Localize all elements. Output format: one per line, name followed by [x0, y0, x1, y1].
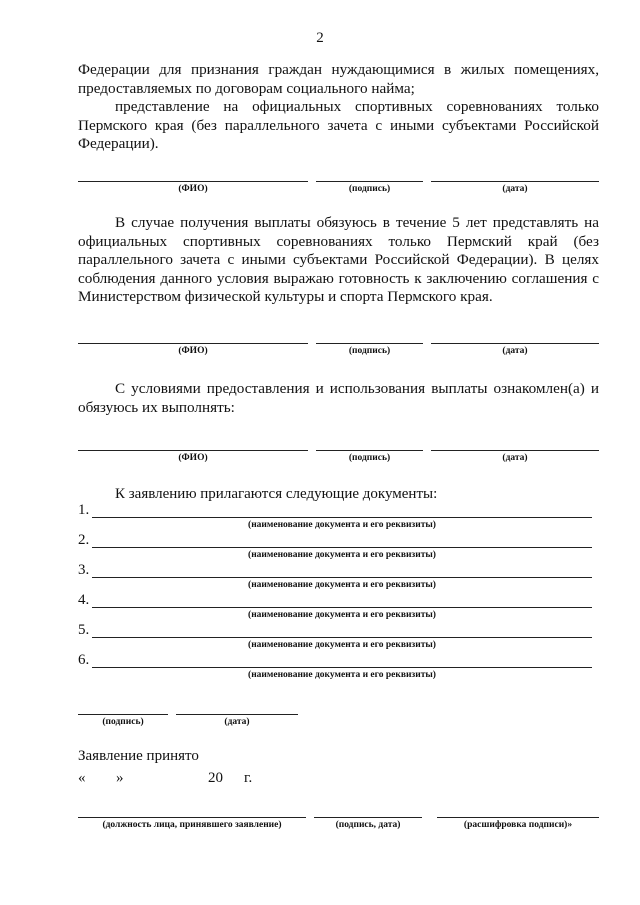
document-line[interactable] — [92, 637, 592, 638]
year-suffix: г. — [244, 770, 253, 786]
document-caption: (наименование документа и его реквизиты) — [248, 640, 436, 650]
date-line[interactable] — [431, 450, 599, 451]
page-number: 2 — [316, 30, 324, 46]
document-number: 5. — [78, 622, 90, 638]
document-caption: (наименование документа и его реквизиты) — [248, 580, 436, 590]
date-caption: (дата) — [502, 346, 528, 356]
signature-date-line[interactable] — [314, 817, 422, 818]
document-line[interactable] — [92, 607, 592, 608]
fio-caption: (ФИО) — [178, 453, 208, 463]
document-number: 2. — [78, 532, 90, 548]
year-prefix: 20 — [208, 770, 223, 786]
signature-line[interactable] — [316, 343, 423, 344]
document-number: 1. — [78, 502, 90, 518]
paragraph-conditions — [78, 380, 599, 417]
document-caption: (наименование документа и его реквизиты) — [248, 670, 436, 680]
date-line[interactable] — [176, 714, 298, 715]
quote-open: « — [78, 770, 86, 786]
signature-caption: (подпись) — [348, 453, 391, 463]
signature-caption: (подпись) — [348, 346, 391, 356]
signature-line[interactable] — [316, 181, 423, 182]
date-caption: (дата) — [224, 717, 250, 727]
fio-line[interactable] — [78, 343, 308, 344]
signature-caption: (подпись) — [102, 717, 144, 727]
attachments-heading: К заявлению прилагаются следующие документы: — [115, 486, 438, 502]
document-number: 6. — [78, 652, 90, 668]
signature-line[interactable] — [78, 714, 168, 715]
paragraph-obligation-text: В случае получения выплаты обязуюсь в течение 5 лет представлять на официальных спортивных соревнованиях только Пермский край (без параллельного зачета с иными субъектами Российской Федерации). В целях соблюдения данного условия выражаю готовность к заключению соглашения с Министерством физической культуры и спорта Пермского края. — [78, 214, 599, 305]
paragraph-representation-text: представление на официальных спортивных соревнованиях только Пермского края (без параллельного зачета с иными субъектами Российской Федерации). — [78, 98, 599, 152]
document-number: 4. — [78, 592, 90, 608]
paragraph-housing — [78, 61, 599, 98]
paragraph-representation — [78, 98, 599, 154]
document-line[interactable] — [92, 577, 592, 578]
fio-line[interactable] — [78, 181, 308, 182]
fio-caption: (ФИО) — [178, 184, 208, 194]
fio-caption: (ФИО) — [178, 346, 208, 356]
fio-line[interactable] — [78, 450, 308, 451]
signature-caption: (подпись) — [348, 184, 391, 194]
paragraph-obligation — [78, 214, 599, 307]
date-caption: (дата) — [502, 184, 528, 194]
document-caption: (наименование документа и его реквизиты) — [248, 520, 436, 530]
decoding-caption: (расшифровка подписи)» — [463, 820, 573, 830]
paragraph-housing-text: Федерации для признания граждан нуждающимися в жилых помещениях, предоставляемых по договорам социального найма; — [78, 61, 599, 97]
document-caption: (наименование документа и его реквизиты) — [248, 610, 436, 620]
date-line[interactable] — [431, 181, 599, 182]
document-line[interactable] — [92, 547, 592, 548]
signature-date-caption: (подпись, дата) — [335, 820, 401, 830]
paragraph-conditions-text: С условиями предоставления и использования выплаты ознакомлен(а) и обязуюсь их выполнять: — [78, 380, 599, 416]
document-number: 3. — [78, 562, 90, 578]
position-line[interactable] — [78, 817, 306, 818]
quote-close: » — [116, 770, 124, 786]
date-line[interactable] — [431, 343, 599, 344]
document-line[interactable] — [92, 667, 592, 668]
application-accepted-label: Заявление принято — [78, 748, 199, 764]
signature-line[interactable] — [316, 450, 423, 451]
document-caption: (наименование документа и его реквизиты) — [248, 550, 436, 560]
position-caption: (должность лица, принявшего заявление) — [102, 820, 282, 830]
decoding-line[interactable] — [437, 817, 599, 818]
date-caption: (дата) — [502, 453, 528, 463]
document-line[interactable] — [92, 517, 592, 518]
